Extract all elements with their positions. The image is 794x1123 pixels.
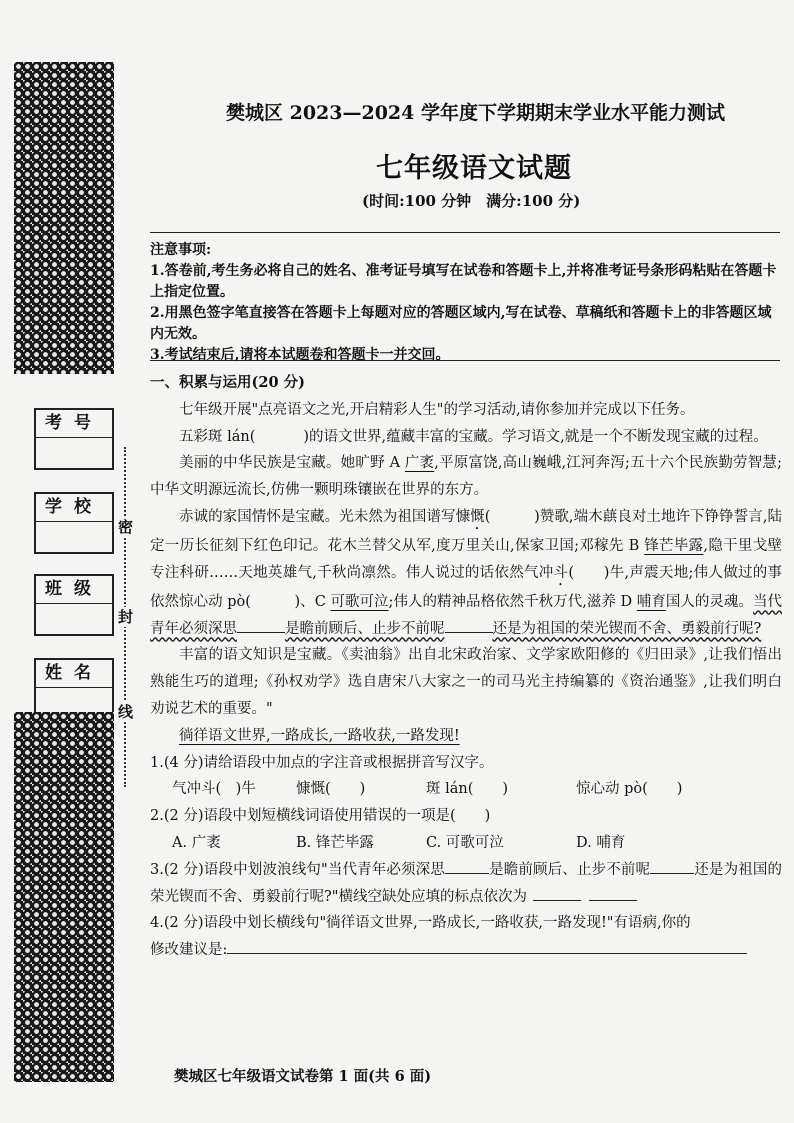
seal-char-xian: 线	[118, 703, 134, 721]
passage-paragraph-5: 徜徉语文世界,一路成长,一路收获,一路发现!	[179, 727, 460, 744]
divider-notes	[150, 360, 780, 361]
text-span: 还是	[694, 861, 724, 878]
q2-option-d: D. 哺育	[576, 834, 626, 851]
notes-heading: 注意事项:	[150, 242, 212, 258]
note-item: 3.考试结束后,请将本试题卷和答题卡一并交回。	[150, 347, 450, 363]
question-4: 4.(2 分)语段中划长横线句"徜徉语文世界,一路成长,一路收获,一路发现!"有语病,你的	[150, 915, 691, 932]
activity-intro: 七年级开展"点亮语文之光,开启精彩人生"的学习活动,请你参加并完成以下任务。	[179, 401, 695, 418]
dotted-char: 慨	[470, 508, 485, 525]
time-info: (时间:100 分钟 满分:100 分)	[362, 192, 581, 210]
text-span: ,平原富饶,高山巍峨,江河奔泻;五十六个民族勤劳智慧;中华文明源远流长,仿佛一颗明珠镶嵌在世界的东方。	[150, 455, 782, 499]
decorative-pattern-bottom	[14, 712, 114, 1082]
name-box	[34, 658, 114, 720]
seal-char-feng: 封	[118, 608, 134, 626]
text-span: ,隐干里戈壁专注科研……天地英雄气,千秋尚凛然。伟人说过的话依然气冲	[150, 537, 783, 581]
q1-item: 斑 lán( )	[426, 781, 509, 798]
divider-top	[150, 232, 780, 233]
text-span: 是瞻前顾后、止步不前呢	[488, 861, 651, 878]
underlined-word-b: 锋芒毕露	[644, 537, 704, 554]
exam-title: 樊城区 2023—2024 学年度下学期期末学业水平能力测试	[226, 102, 725, 124]
text-span: 五彩斑 lán(	[179, 428, 256, 445]
class-label: 班级	[36, 576, 112, 604]
note-item: 1.答卷前,考生务必将自己的姓名、准考证号填写在试卷和答题卡上,并将准考证号条形码粘贴在答题卡上指定位置。	[150, 263, 777, 300]
class-box	[34, 574, 114, 636]
school-box	[34, 492, 114, 554]
text-span: 国人的灵魂。	[665, 593, 753, 610]
school-label: 学校	[36, 494, 112, 522]
text-span: ;伟人的精神品格依然千秋万代,滋养 D	[388, 593, 637, 610]
question-2: 2.(2 分)语段中划短横线词语使用错误的一项是( )	[150, 808, 491, 825]
q2-option-a: A. 广袤	[172, 834, 221, 851]
answer-blank	[445, 859, 489, 874]
binding-strip	[14, 62, 134, 1082]
passage-paragraph-1	[150, 424, 782, 451]
subject-title: 七年级语文试题	[376, 153, 572, 184]
text-span: 修改建议是:	[150, 942, 228, 959]
answer-blank	[650, 859, 694, 874]
question-1-items	[150, 776, 782, 803]
question-2-options	[150, 830, 782, 857]
passage-paragraph-3	[150, 504, 782, 642]
q1-item: 惊心动 pò( )	[576, 781, 683, 798]
exam-notes	[150, 240, 782, 366]
section-accumulation	[150, 370, 782, 964]
passage-paragraph-2	[150, 450, 782, 504]
name-label: 姓名	[36, 660, 112, 688]
q2-option-b: B. 锋芒毕露	[296, 834, 374, 851]
blank-line	[445, 618, 493, 633]
dotted-char: 斗	[553, 564, 569, 581]
exam-number-label: 考号	[36, 410, 112, 438]
question-4-answer	[150, 937, 782, 964]
text-span: )的语文世界,蕴藏丰富的宝藏。学习语文,就是一个不断发现宝藏的过程。	[303, 428, 768, 445]
text-span: 3.(2 分)语段中划波浪线句"当代青年必须深思	[150, 861, 445, 878]
blank-line	[237, 618, 285, 633]
text-span: 为祖国的荣光锲而不舍、勇毅前行呢?"横线空缺处应填的标点依次为	[150, 861, 782, 905]
q2-option-c: C. 可歌可泣	[426, 834, 504, 851]
answer-blank	[533, 886, 581, 901]
underlined-word-a: 广袤	[404, 455, 435, 472]
exam-number-box	[34, 408, 114, 470]
page-footer: 樊城区七年级语文试卷第 1 面(共 6 面)	[174, 1068, 432, 1085]
question-1: 1.(4 分)请给语段中加点的字注音或根据拼音写汉字。	[150, 754, 494, 771]
note-item: 2.用黑色签字笔直接答在答题卡上每题对应的答题区域内,写在试卷、草稿纸和答题卡上的非答题区域内无效。	[150, 305, 772, 342]
text-span: 美丽的中华民族是宝藏。她旷野 A	[179, 455, 405, 472]
text-span: ( )牛,声震天地;伟人做过的事依然惊心动 pò( )、C	[150, 564, 783, 610]
passage-paragraph-4: 丰富的语文知识是宝藏。《卖油翁》出自北宋政治家、文学家欧阳修的《归田录》,让我们悟出熟能生巧的道理;《孙权劝学》选自唐宋八大家之一的司马光主持编纂的《资治通鉴》,让我们明白劝说艺术的重要。"	[150, 647, 782, 717]
answer-line	[227, 939, 747, 954]
decorative-pattern-top	[14, 62, 114, 374]
wavy-sentence: 是瞻前顾后、止步不前呢	[285, 620, 445, 637]
underlined-word-d: 哺育	[636, 593, 666, 610]
underlined-word-c: 可歌可泣	[330, 593, 389, 610]
question-3	[150, 857, 782, 911]
seal-char-mi: 密	[118, 518, 134, 536]
text-span: ( )赞歌,端木蕻良对土地许下铮铮誓言,陆定一历长征刻下红色印记。花木兰替父从军,度万里关山,保家卫国;邓稼先 B	[150, 508, 783, 554]
q1-item: 气冲斗( )牛	[172, 781, 256, 798]
answer-blank	[589, 886, 637, 901]
q1-item: 慷慨( )	[296, 781, 366, 798]
wavy-sentence: 当代青年必须深思	[150, 593, 783, 637]
wavy-sentence: 还是为祖国的荣光锲而不舍、勇毅前行呢?	[492, 620, 762, 637]
section-heading: 一、积累与运用(20 分)	[150, 374, 305, 391]
text-span: 赤诚的家国情怀是宝藏。光未然为祖国谱写慷	[179, 508, 471, 525]
